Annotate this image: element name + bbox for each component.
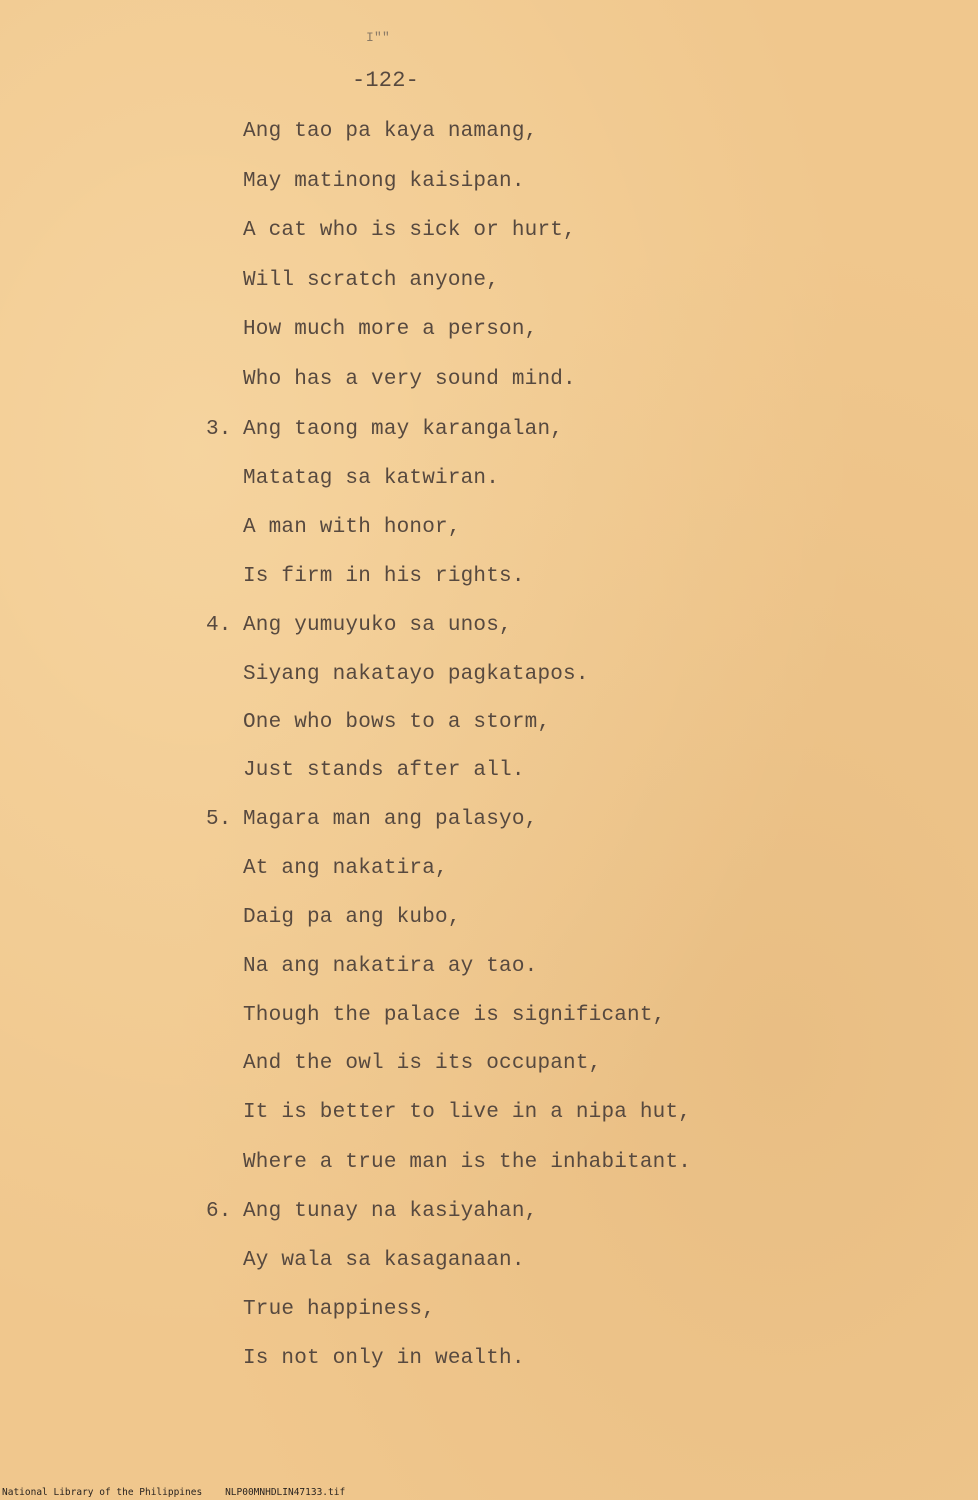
poem-line: Na ang nakatira ay tao.	[243, 955, 538, 978]
poem-line: A man with honor,	[243, 516, 461, 539]
footer-filename: NLP00MNHDLIN47133.tif	[225, 1487, 346, 1498]
scan-footer	[2, 1487, 345, 1498]
poem-line: Is not only in wealth.	[243, 1347, 525, 1370]
poem-line: May matinong kaisipan.	[243, 170, 525, 193]
poem-line: At ang nakatira,	[243, 857, 448, 880]
poem-line: Daig pa ang kubo,	[243, 906, 461, 929]
top-mark: I""	[366, 30, 391, 45]
poem-line: Who has a very sound mind.	[243, 368, 576, 391]
poem-line: Siyang nakatayo pagkatapos.	[243, 663, 589, 686]
poem-line: Will scratch anyone,	[243, 269, 500, 292]
poem-line: A cat who is sick or hurt,	[243, 219, 576, 242]
poem-line: Matatag sa katwiran.	[243, 467, 500, 490]
poem-line: True happiness,	[243, 1298, 436, 1321]
poem-line: Ang tunay na kasiyahan,	[243, 1200, 538, 1223]
poem-line: Ang tao pa kaya namang,	[243, 120, 538, 143]
poem-line: Where a true man is the inhabitant.	[243, 1151, 692, 1174]
entry-number: 3.	[206, 418, 232, 441]
footer-library: National Library of the Philippines	[2, 1487, 203, 1498]
poem-line: One who bows to a storm,	[243, 711, 551, 734]
poem-line: Ang yumuyuko sa unos,	[243, 614, 512, 637]
poem-line: Is firm in his rights.	[243, 565, 525, 588]
poem-line: Ang taong may karangalan,	[243, 418, 564, 441]
poem-line: How much more a person,	[243, 318, 538, 341]
page-number: -122-	[352, 68, 420, 93]
poem-line: And the owl is its occupant,	[243, 1052, 602, 1075]
entry-number: 6.	[206, 1200, 232, 1223]
entry-number: 4.	[206, 614, 232, 637]
poem-line: Magara man ang palasyo,	[243, 808, 538, 831]
poem-line: Just stands after all.	[243, 759, 525, 782]
poem-line: Ay wala sa kasaganaan.	[243, 1249, 525, 1272]
poem-line: Though the palace is significant,	[243, 1004, 666, 1027]
poem-line: It is better to live in a nipa hut,	[243, 1101, 692, 1124]
entry-number: 5.	[206, 808, 232, 831]
